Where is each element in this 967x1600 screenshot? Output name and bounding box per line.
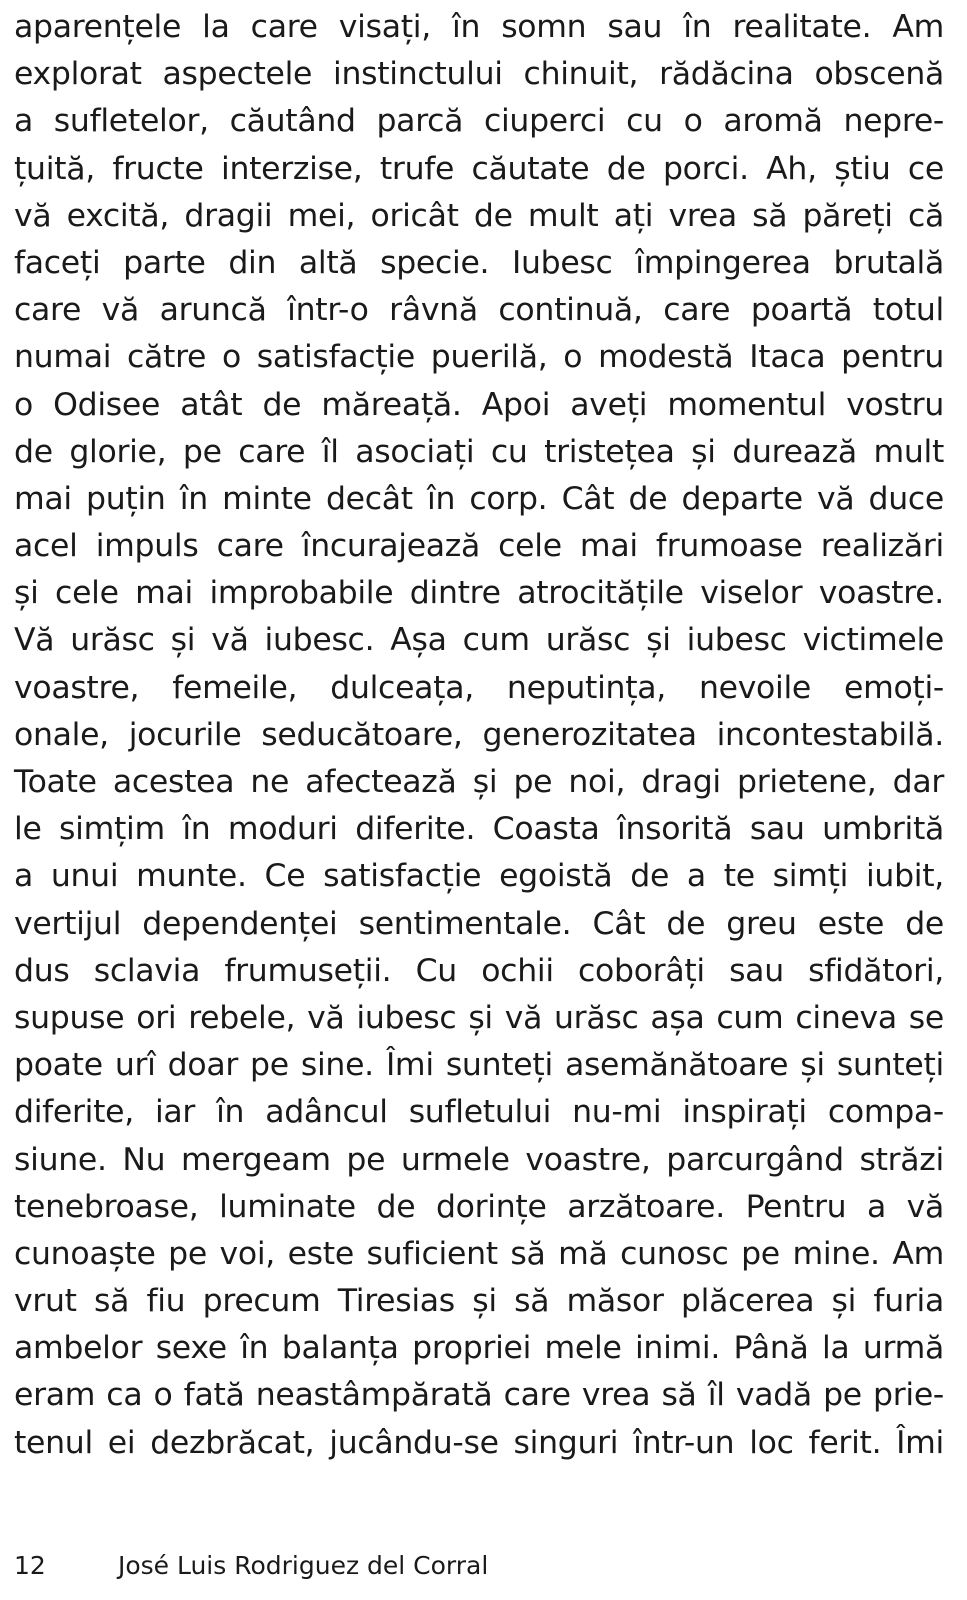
- text-line: diferite, iar în adâncul sufletului nu-mi inspirați compa-: [14, 1094, 944, 1131]
- text-line: vrut să fiu precum Tiresias și să măsor plăcerea și furia: [14, 1283, 944, 1320]
- book-page: [14, 0, 944, 1600]
- text-line: vă excită, dragii mei, oricât de mult ați vrea să păreți că: [14, 197, 944, 234]
- page-footer: [14, 1546, 488, 1586]
- text-line: a unui munte. Ce satisfacție egoistă de a te simți iubit,: [14, 858, 944, 895]
- page-number: 12: [14, 1551, 46, 1580]
- text-line: ambelor sexe în balanța propriei mele inimi. Până la urmă: [14, 1330, 944, 1367]
- text-line: faceți parte din altă specie. Iubesc împingerea brutală: [14, 244, 944, 281]
- text-line: voastre, femeile, dulceața, neputința, nevoile emoți-: [14, 669, 944, 706]
- text-line: tenebroase, luminate de dorințe arzătoare. Pentru a vă: [14, 1188, 944, 1225]
- text-line: și cele mai improbabile dintre atrocitățile viselor voastre.: [14, 575, 944, 612]
- text-line: dus sclavia frumuseții. Cu ochii coborâți sau sfidători,: [14, 952, 944, 989]
- text-line: tenul ei dezbrăcat, jucându-se singuri într-un loc ferit. Îmi: [14, 1424, 944, 1461]
- text-line: Vă urăsc și vă iubesc. Așa cum urăsc și iubesc victimele: [14, 622, 944, 659]
- text-line: supuse ori rebele, vă iubesc și vă urăsc așa cum cineva se: [14, 999, 944, 1036]
- text-line: explorat aspectele instinctului chinuit, rădăcina obscenă: [14, 56, 944, 93]
- text-line: o Odisee atât de măreață. Apoi aveți momentul vostru: [14, 386, 944, 423]
- author-name: José Luis Rodriguez del Corral: [117, 1551, 489, 1580]
- text-line: a sufletelor, căutând parcă ciuperci cu o aromă nepre-: [14, 103, 944, 140]
- text-line: de glorie, pe care îl asociați cu tristețea și durează mult: [14, 433, 944, 470]
- text-line: numai către o satisfacție puerilă, o modestă Itaca pentru: [14, 339, 944, 376]
- text-line: vertijul dependenței sentimentale. Cât de greu este de: [14, 905, 944, 942]
- text-line: siune. Nu mergeam pe urmele voastre, parcurgând străzi: [14, 1141, 944, 1178]
- text-line: aparențele la care visați, în somn sau în realitate. Am: [14, 9, 944, 45]
- text-line: care vă aruncă într-o râvnă continuă, care poartă totul: [14, 292, 944, 329]
- text-line: mai puțin în minte decât în corp. Cât de departe vă duce: [14, 480, 944, 517]
- text-line: cunoaște pe voi, este suficient să mă cunosc pe mine. Am: [14, 1235, 944, 1272]
- text-line: eram ca o fată neastâmpărată care vrea să îl vadă pe prie-: [14, 1377, 944, 1414]
- text-line: țuită, fructe interzise, trufe căutate de porci. Ah, știu ce: [14, 150, 944, 187]
- text-line: Toate acestea ne afectează și pe noi, dragi prietene, dar: [14, 764, 944, 800]
- body-text: [14, 4, 944, 1467]
- text-line: acel impuls care încurajează cele mai frumoase realizări: [14, 528, 944, 565]
- text-line: onale, jocurile seducătoare, generozitatea incontestabilă.: [14, 716, 944, 753]
- text-line: poate urî doar pe sine. Îmi sunteți asemănătoare și sunteți: [14, 1047, 944, 1084]
- text-line: le simțim în moduri diferite. Coasta însorită sau umbrită: [14, 811, 944, 848]
